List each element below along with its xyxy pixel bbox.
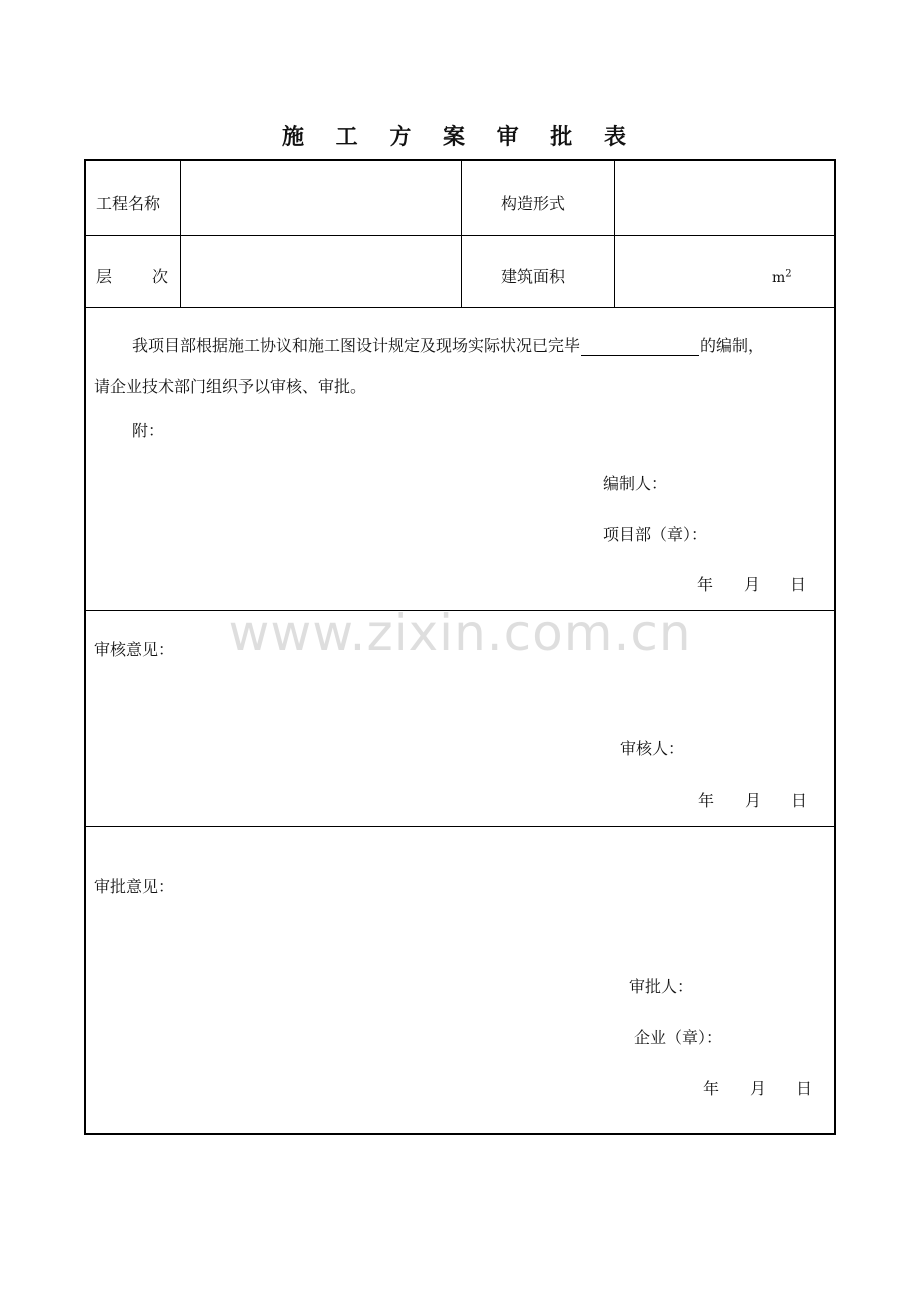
- date-day: 日: [796, 1079, 813, 1098]
- floors-label-char2: 次: [152, 267, 169, 286]
- structure-type-field[interactable]: [616, 163, 834, 233]
- statement-line-2: 请企业技术部门组织予以审核、审批。: [94, 377, 367, 396]
- project-dept-stamp-label: 项目部（章）：: [603, 525, 708, 544]
- review-opinion-label: 审核意见：: [94, 640, 175, 659]
- project-name-field[interactable]: [182, 163, 459, 233]
- reviewer-label: 审核人：: [620, 739, 685, 758]
- page-title: 施 工 方 案 审 批 表: [282, 124, 638, 150]
- floors-label-char1: 层: [96, 267, 113, 286]
- column-divider: [614, 161, 615, 308]
- date-month: 月: [744, 575, 761, 594]
- building-area-label: 建筑面积: [501, 267, 566, 286]
- project-name-label: 工程名称: [96, 194, 161, 213]
- review-opinion-area[interactable]: [88, 666, 834, 726]
- row-divider: [86, 235, 834, 236]
- attachment-label: 附：: [132, 421, 165, 440]
- area-unit: $m^2$: [772, 268, 792, 286]
- floors-field[interactable]: [182, 237, 459, 305]
- approval-opinion-area[interactable]: [88, 903, 834, 963]
- date-year: 年: [697, 575, 714, 594]
- watermark: www.zixin.com.cn: [228, 604, 692, 662]
- date-day: 日: [790, 575, 807, 594]
- building-area-field[interactable]: [616, 237, 834, 305]
- plan-name-blank[interactable]: [581, 337, 699, 356]
- approval-form: [84, 159, 836, 1135]
- date-month: 月: [745, 791, 762, 810]
- row-divider: [86, 307, 834, 308]
- statement-line-1: 我项目部根据施工协议和施工图设计规定及现场实际状况已完毕 的编制，: [132, 336, 765, 355]
- row-divider: [86, 826, 834, 827]
- approver-label: 审批人：: [629, 977, 694, 996]
- date-year: 年: [698, 791, 715, 810]
- date-year: 年: [703, 1079, 720, 1098]
- author-label: 编制人：: [603, 474, 668, 493]
- date-day: 日: [791, 791, 808, 810]
- company-stamp-label: 企业（章）：: [634, 1028, 723, 1047]
- row-divider: [86, 610, 834, 611]
- date-month: 月: [750, 1079, 767, 1098]
- column-divider: [461, 161, 462, 308]
- column-divider: [180, 161, 181, 308]
- approval-opinion-label: 审批意见：: [94, 877, 175, 896]
- structure-type-label: 构造形式: [501, 194, 566, 213]
